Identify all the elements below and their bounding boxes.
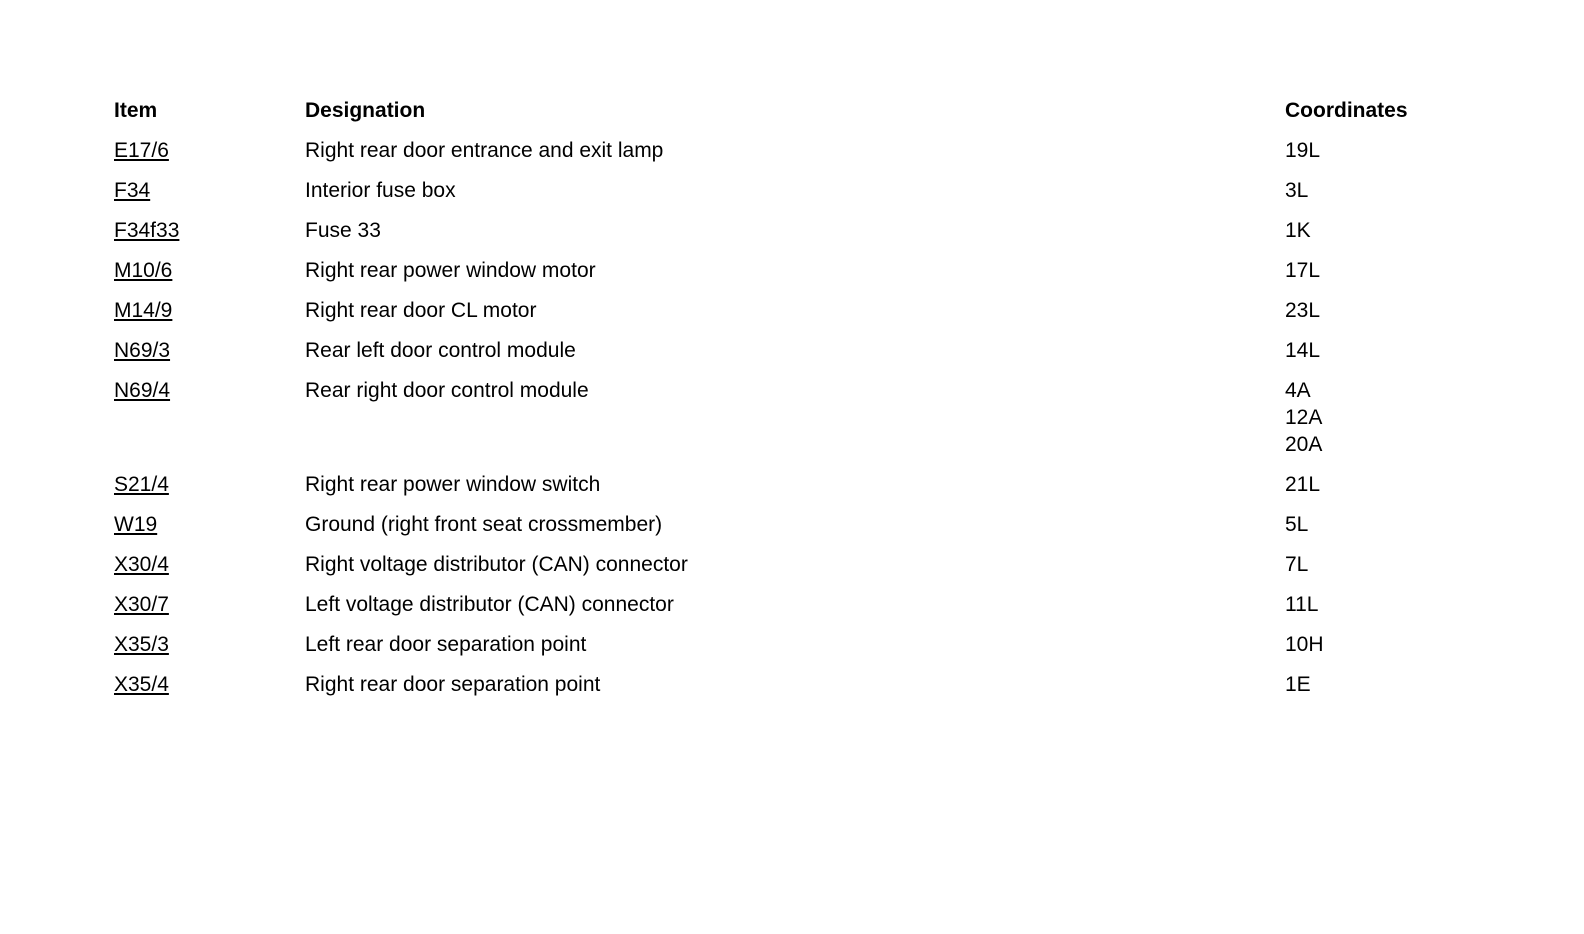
table-row [114, 377, 1454, 471]
coordinate-value: 3L [1285, 179, 1309, 202]
header-designation: Designation [305, 99, 426, 122]
coordinate-value: 20A [1285, 433, 1323, 456]
item-cell [114, 591, 305, 618]
designation-cell: Right rear door CL motor [305, 299, 537, 322]
coordinate-value: 11L [1285, 593, 1319, 616]
item-cell [114, 337, 305, 364]
item-cell [114, 297, 305, 324]
designation-cell: Right rear door entrance and exit lamp [305, 139, 664, 162]
coordinates-cell [1285, 631, 1454, 658]
table-row [114, 217, 1454, 257]
coordinate-value: 1E [1285, 673, 1311, 696]
item-link[interactable]: N69/3 [114, 339, 171, 362]
header-item: Item [114, 99, 158, 122]
designation-cell: Fuse 33 [305, 219, 381, 242]
coordinates-cell [1285, 377, 1454, 458]
designation-cell: Rear right door control module [305, 379, 589, 402]
designation-cell: Right voltage distributor (CAN) connector [305, 553, 688, 576]
coordinate-value: 7L [1285, 553, 1309, 576]
item-cell [114, 671, 305, 698]
coordinates-cell [1285, 337, 1454, 364]
header-coordinates: Coordinates [1285, 99, 1408, 122]
item-link[interactable]: W19 [114, 513, 158, 536]
coordinate-value: 12A [1285, 406, 1323, 429]
coordinates-cell [1285, 257, 1454, 284]
item-link[interactable]: S21/4 [114, 473, 169, 496]
item-link[interactable]: M10/6 [114, 259, 173, 282]
table-row [114, 591, 1454, 631]
item-cell [114, 217, 305, 244]
designation-cell: Rear left door control module [305, 339, 576, 362]
coordinates-cell [1285, 671, 1454, 698]
component-legend-table [114, 97, 1454, 711]
designation-cell: Right rear door separation point [305, 673, 601, 696]
table-row [114, 471, 1454, 511]
item-cell [114, 177, 305, 204]
item-link[interactable]: X35/3 [114, 633, 169, 656]
designation-cell: Ground (right front seat crossmember) [305, 513, 663, 536]
item-cell [114, 471, 305, 498]
coordinates-cell [1285, 471, 1454, 498]
item-link[interactable]: F34 [114, 179, 151, 202]
table-body [114, 137, 1454, 711]
coordinate-value: 14L [1285, 339, 1321, 362]
item-cell [114, 377, 305, 404]
item-link[interactable]: X35/4 [114, 673, 169, 696]
item-link[interactable]: N69/4 [114, 379, 171, 402]
coordinate-value: 17L [1285, 259, 1321, 282]
coordinates-cell [1285, 177, 1454, 204]
item-link[interactable]: F34f33 [114, 219, 180, 242]
table-row [114, 551, 1454, 591]
coordinate-value: 10H [1285, 633, 1324, 656]
item-link[interactable]: M14/9 [114, 299, 173, 322]
coordinates-cell [1285, 217, 1454, 244]
designation-cell: Right rear power window switch [305, 473, 601, 496]
table-row [114, 257, 1454, 297]
table-row [114, 177, 1454, 217]
coordinates-cell [1285, 297, 1454, 324]
designation-cell: Left rear door separation point [305, 633, 587, 656]
item-cell [114, 257, 305, 284]
item-link[interactable]: X30/4 [114, 553, 169, 576]
coordinates-cell [1285, 551, 1454, 578]
coordinate-value: 19L [1285, 139, 1321, 162]
coordinate-value: 5L [1285, 513, 1309, 536]
coordinates-cell [1285, 511, 1454, 538]
coordinate-value: 23L [1285, 299, 1321, 322]
designation-cell: Left voltage distributor (CAN) connector [305, 593, 674, 616]
table-row [114, 511, 1454, 551]
table-row [114, 671, 1454, 711]
coordinate-value: 4A [1285, 379, 1311, 402]
item-link[interactable]: E17/6 [114, 139, 169, 162]
table-row [114, 631, 1454, 671]
table-header-row [114, 97, 1454, 137]
coordinate-value: 1K [1285, 219, 1311, 242]
table-row [114, 297, 1454, 337]
designation-cell: Interior fuse box [305, 179, 456, 202]
item-cell [114, 551, 305, 578]
coordinates-cell [1285, 591, 1454, 618]
item-cell [114, 511, 305, 538]
designation-cell: Right rear power window motor [305, 259, 596, 282]
coordinates-cell [1285, 137, 1454, 164]
item-cell [114, 137, 305, 164]
coordinate-value: 21L [1285, 473, 1321, 496]
item-link[interactable]: X30/7 [114, 593, 169, 616]
table-row [114, 137, 1454, 177]
item-cell [114, 631, 305, 658]
table-row [114, 337, 1454, 377]
